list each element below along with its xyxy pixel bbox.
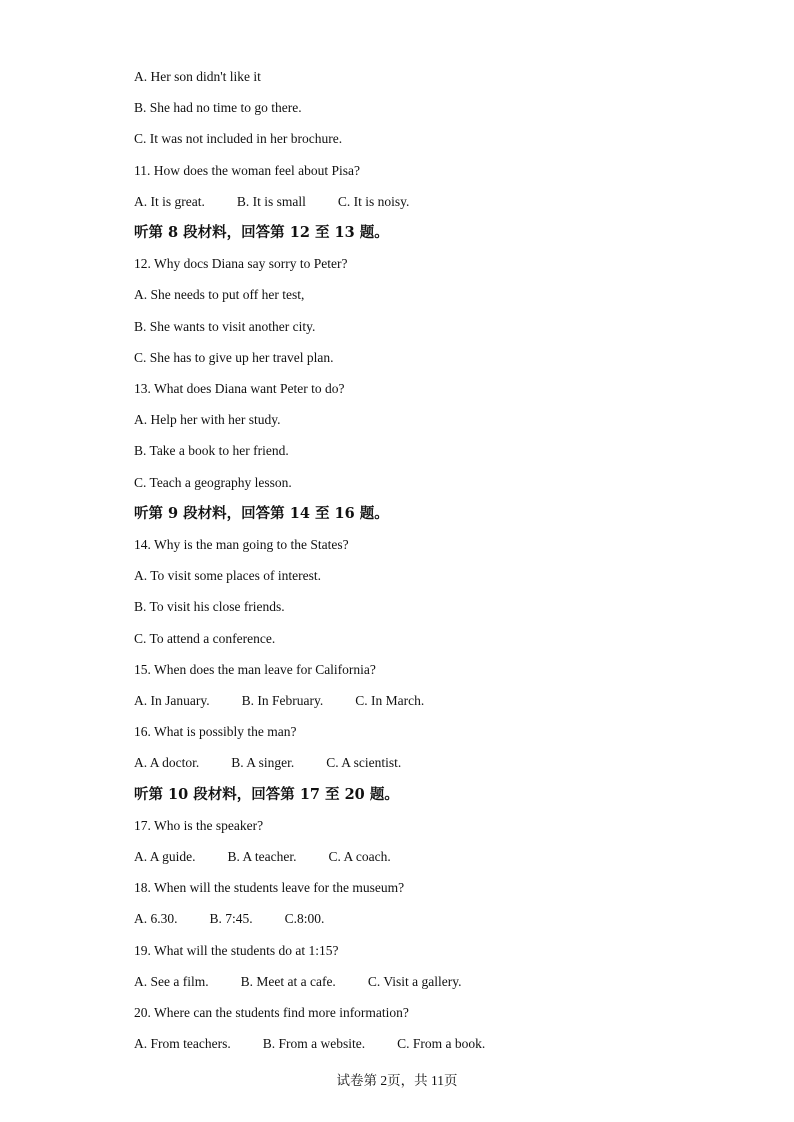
answer-option: C. Visit a gallery. [367,973,462,989]
answer-option: B. In February. [241,693,324,708]
question-text: 19. What will the students do at 1:15? [134,942,339,958]
question-text: 14. Why is the man going to the States? [134,537,349,552]
answer-option: A. A doctor. [134,755,200,771]
answer-option: C. A scientist. [326,755,402,771]
answer-option: C. A coach. [328,849,391,864]
question-text: 13. What does Diana want Peter to do? [134,381,345,396]
answer-option: C. She has to give up her travel plan. [134,349,334,365]
question-text: 15. When does the man leave for California? [134,661,376,677]
section-heading: 听第 10 段材料，回答第 17 至 20 题。 [134,785,399,803]
question-text: 16. What is possibly the man? [134,724,297,740]
answer-option: B. A singer. [231,755,295,771]
answer-option: A. A guide. [134,849,196,864]
page-footer: 试卷第 2页，共 11页 [336,1073,458,1088]
answer-option: B. 7:45. [209,911,253,927]
answer-option: C.8:00. [284,911,325,927]
answer-options-row [134,193,409,211]
answer-option: B. She had no time to go there. [134,100,302,116]
answer-options-row [134,754,401,772]
answer-option: A. Her son didn't like it [134,69,261,84]
answer-option: A. It is great. [134,193,205,209]
question-text: 18. When will the students leave for the museum? [134,880,405,896]
answer-option: B. A teacher. [227,849,297,864]
answer-option: C. In March. [355,693,425,708]
answer-option: A. She needs to put off her test, [134,287,305,303]
answer-options-row [134,848,391,866]
answer-options-row [134,1035,485,1053]
answer-option: A. Help her with her study. [134,412,281,428]
question-text: 12. Why docs Diana say sorry to Peter? [134,256,348,272]
answer-option: C. To attend a conference. [134,630,276,646]
answer-option: B. To visit his close friends. [134,599,285,615]
answer-option: A. From teachers. [134,1036,231,1052]
answer-option: B. She wants to visit another city. [134,318,316,334]
question-text: 17. Who is the speaker? [134,817,264,833]
answer-option: C. It is noisy. [337,193,410,209]
answer-option: A. See a film. [134,973,209,989]
answer-option: C. Teach a geography lesson. [134,474,292,490]
answer-option: A. 6.30. [134,911,178,927]
section-heading: 听第 8 段材料，回答第 12 至 13 题。 [134,224,389,241]
answer-options-row [134,910,324,928]
question-text: 11. How does the woman feel about Pisa? [134,162,360,178]
answer-option: A. In January. [134,693,210,708]
answer-option: B. Meet at a cafe. [240,973,336,989]
answer-option: C. It was not included in her brochure. [134,131,343,147]
answer-option: B. It is small [236,193,306,209]
answer-option: B. From a website. [262,1036,366,1052]
answer-options-row [134,973,462,991]
answer-options-row [134,692,424,710]
section-heading: 听第 9 段材料，回答第 14 至 16 题。 [134,504,389,522]
answer-option: B. Take a book to her friend. [134,443,289,459]
answer-option: C. From a book. [397,1036,486,1052]
answer-option: A. To visit some places of interest. [134,568,322,584]
question-text: 20. Where can the students find more information? [134,1005,409,1020]
